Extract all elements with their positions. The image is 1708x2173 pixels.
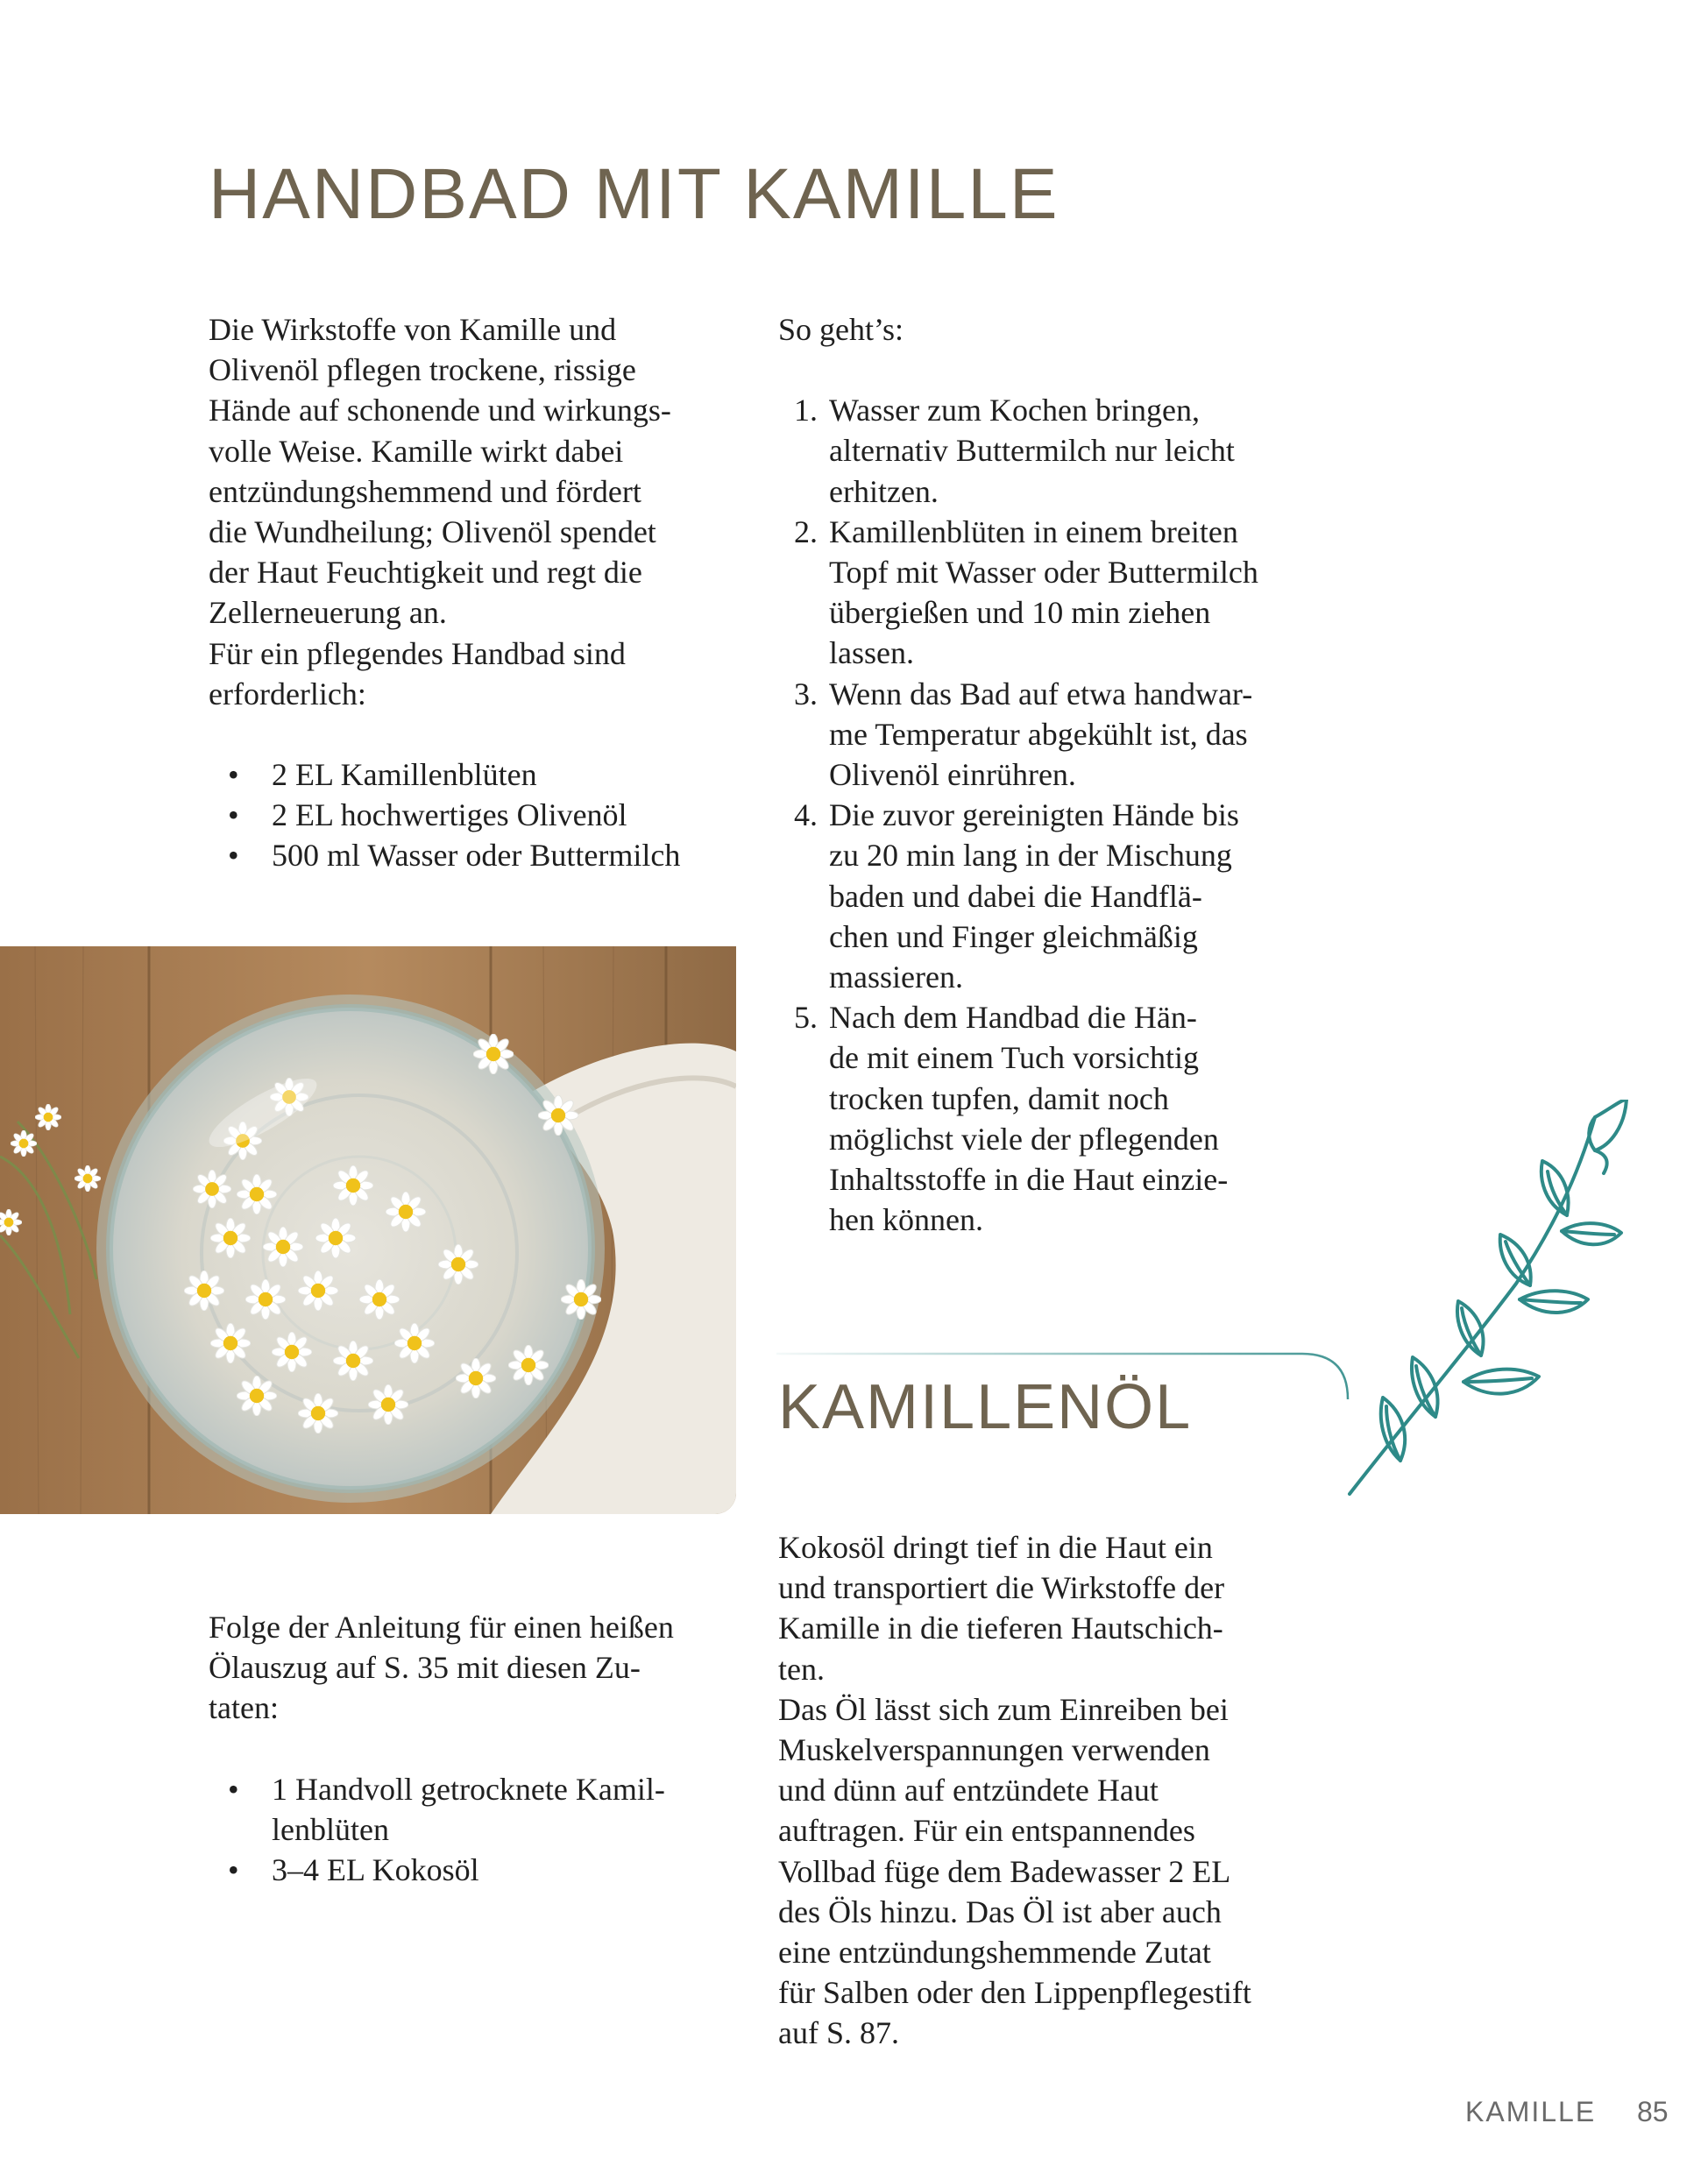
kamillenoel-intro-text: Folge der Anleitung für einen heißen Ölauszug auf S. 35 mit diesen Zu- taten: <box>209 1610 674 1726</box>
list-item: • 500 ml Wasser oder Buttermilch <box>209 835 734 875</box>
list-item: • 2 EL hochwertiges Olivenöl <box>209 795 734 835</box>
footer-section-label: KAMILLE <box>1465 2096 1597 2127</box>
list-item: • 3–4 EL Kokosöl <box>209 1850 734 1890</box>
page-title: HANDBAD MIT KAMILLE <box>209 154 1060 234</box>
list-item: 2. Kamillenblüten in einem breiten Topf mit Wasser oder Buttermilch übergießen und 10 min ziehen lassen. <box>794 513 1258 671</box>
handbad-ingredient-list <box>209 754 734 876</box>
page-number: 85 <box>1637 2096 1669 2127</box>
kamillenoel-intro <box>209 1607 734 1890</box>
steps-heading: So geht’s: <box>778 312 904 347</box>
handbad-intro <box>209 309 734 876</box>
list-item: 3. Wenn das Bad auf etwa handwar- me Temperatur abgekühlt ist, das Olivenöl einrühren. <box>794 676 1253 793</box>
list-item: • 2 EL Kamillenblüten <box>209 754 734 795</box>
kamillenoel-body <box>778 1527 1313 2054</box>
leaf-sprig-icon <box>1332 1100 1630 1503</box>
section-title-kamillenoel: KAMILLENÖL <box>778 1372 1193 1442</box>
steps-list <box>778 390 1322 1240</box>
kamillenoel-body-text: Kokosöl dringt tief in die Haut ein und transportiert die Wirkstoffe der Kamille in die tieferen Hautschich- ten. Das Öl lässt sich zum Einreiben bei Muskelverspannungen verwenden und dünn auf entzündete Haut auftragen. Für ein entspannendes Vollbad füge dem Badewasser 2 EL des Öls hinzu. Das Öl ist aber auch eine entzündungshemmende Zutat für Salben oder den Lippenpflegestift auf S. 87. <box>778 1530 1251 2051</box>
list-item: 4. Die zuvor gereinigten Hände bis zu 20 min lang in der Mischung baden und dabei die Handflä- chen und Finger gleichmäßig massieren. <box>794 797 1239 995</box>
handbad-steps <box>778 309 1322 1240</box>
handbad-intro-text: Die Wirkstoffe von Kamille und Olivenöl pflegen trockene, rissige Hände auf schonende und wirkungs- volle Weise. Kamille wirkt dabei entzündungshemmend und fördert die Wundheilung; Olivenöl spendet der Haut Feuchtigkeit und regt die Zellerneuerung an. Für ein pflegendes Handbad sind erforderlich: <box>209 312 671 711</box>
list-item: 1. Wasser zum Kochen bringen, alternativ Buttermilch nur leicht erhitzen. <box>794 393 1235 509</box>
list-item: 5. Nach dem Handbad die Hän- de mit einem Tuch vorsichtig trocken tupfen, damit noch möglichst viele der pflegenden Inhaltsstoffe in die Haut einzie- hen können. <box>794 1000 1229 1238</box>
chamomile-bowl-photo <box>0 946 736 1514</box>
list-item: • 1 Handvoll getrocknete Kamil- lenblüten <box>209 1769 734 1850</box>
kamillenoel-ingredient-list <box>209 1769 734 1891</box>
